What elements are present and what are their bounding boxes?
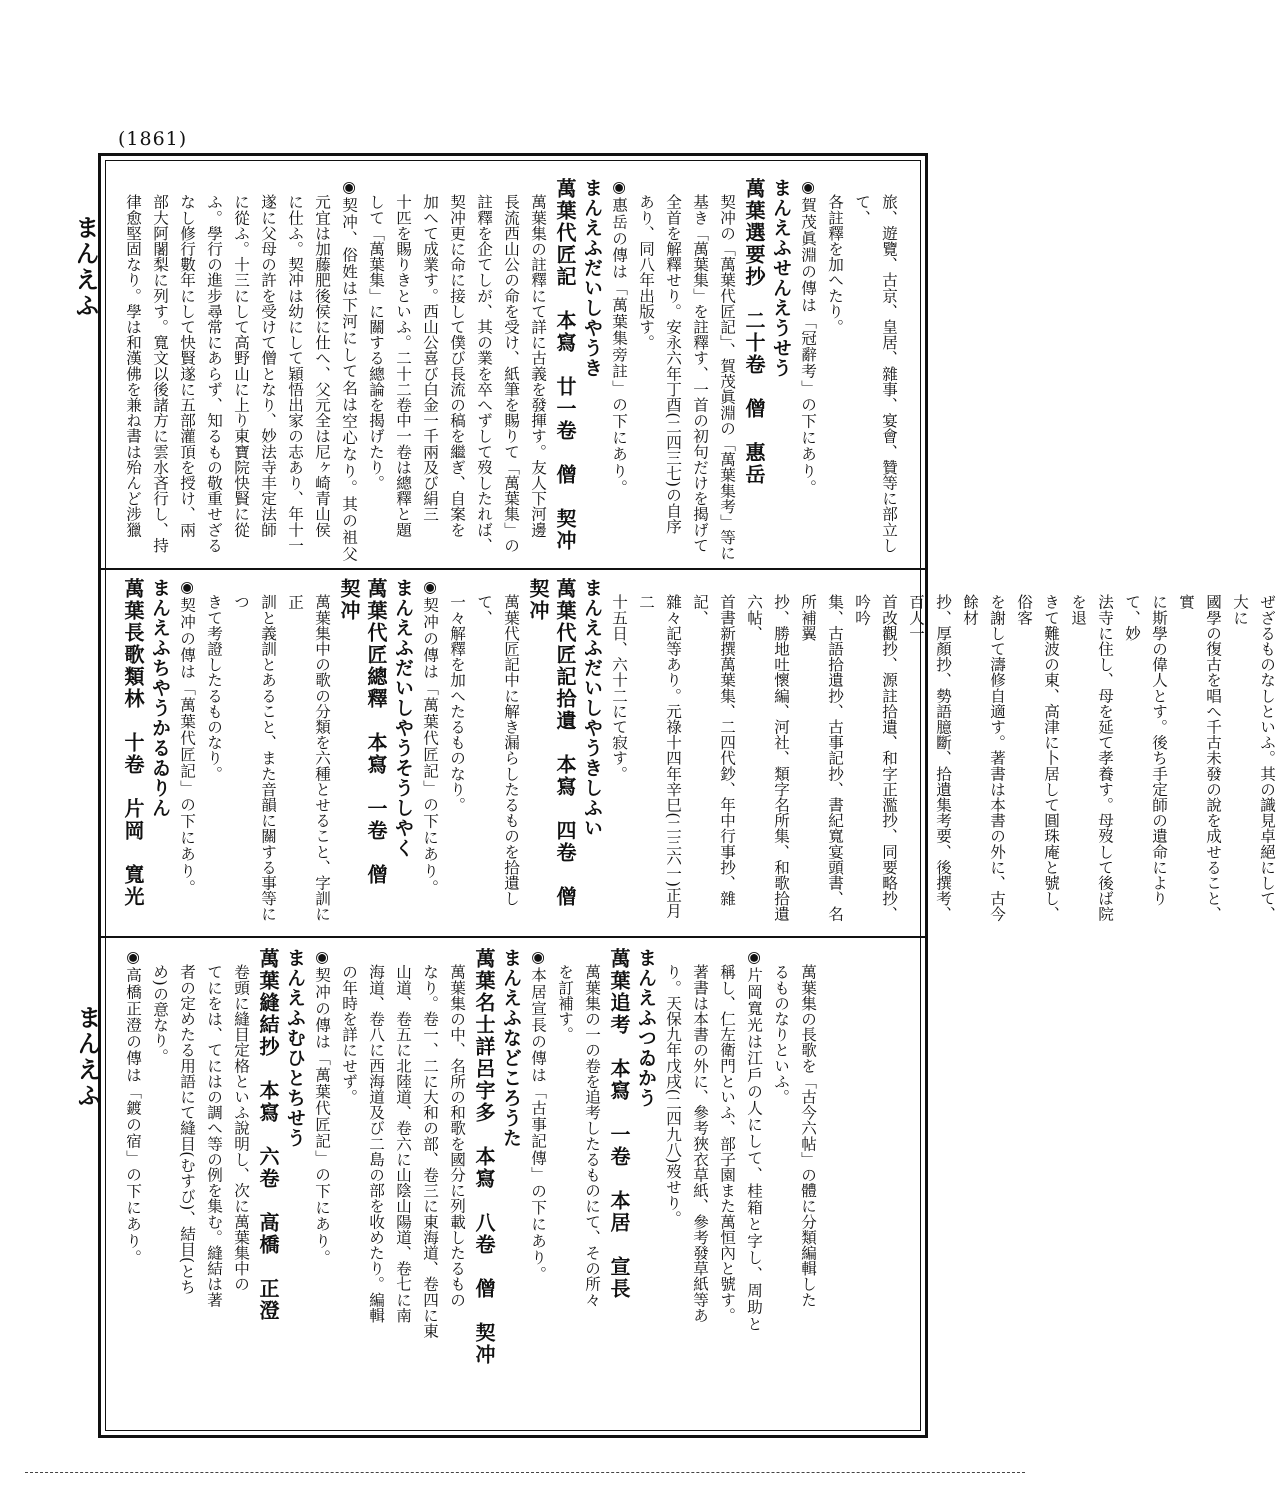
text-line: 者の定めたる用語にて縫目(むすび)、結目(とち (178, 963, 196, 1294)
entry-title: 萬葉代匠記 本寫 廿一卷 僧 契冲 (553, 178, 577, 552)
text-line: 稱し、仁左衛門といふ、部子園また萬恒內と號す。 (718, 963, 736, 1323)
side-label-top: まんえふ (71, 215, 100, 319)
text-line: 集、古語拾遺抄、古事記抄、書紀寬宴頭書、名所補翼 (799, 593, 844, 922)
middle-text-columns (119, 578, 1280, 928)
text-line: を謝して濤修自適す。著書は本書の外に、古今餘材 (961, 593, 1006, 922)
lower-section (119, 948, 909, 1418)
biography-note: ◉契冲の傳は「萬葉代匠記」の下にあり。 (178, 578, 196, 896)
section-divider-1 (101, 568, 925, 570)
text-line: 雜々記等あり。元祿十四年辛巳(二三六一)正月二 (637, 593, 682, 918)
biography-note: ◉片岡寬光は江戶の人にして、桂箱と字し、周助と (745, 948, 763, 1333)
text-line: して「萬葉集」に關する總論を揭げたり。 (367, 193, 385, 490)
text-line: ぜざるものなしといふ。其の識見卓絕にして、大に (1231, 593, 1276, 922)
text-line: り。天保九年戊戌(二四九八)歿せり。 (664, 963, 682, 1226)
text-line: に仕ふ。契冲は幼にして穎悟出家の志あり、年十一 (286, 193, 304, 553)
text-line: 律愈堅固なり。學は和漢佛を兼ね書は殆んど涉獵 (124, 193, 142, 537)
entry-reading: まんえふちやうかるゐりん (149, 578, 171, 818)
section-divider-2 (101, 936, 925, 938)
text-line: 元宜は加藤肥後侯に仕へ、父元全は尼ヶ崎青山侯 (313, 193, 331, 537)
biography-note: ◉惠岳の傳は「萬葉集旁註」の下にあり。 (610, 178, 628, 496)
entry-title: 萬葉追考 本寫 一卷 本居 宣長 (607, 948, 631, 1300)
text-line: 十匹を賜りきといふ。二十二卷中一卷は總釋と題 (394, 193, 412, 537)
text-line: 十五日、六十二にて寂す。 (610, 593, 628, 781)
entry-reading: まんえふだいしやうきしふい (581, 578, 603, 838)
text-line: 著書は本書の外に、參考狹衣草紙、參考發草紙等あ (691, 963, 709, 1323)
text-line: 部大阿闍梨に列す。寬文以後諸方に雲水吝行し、持 (151, 193, 169, 553)
text-line: なり。卷一、二に大和の部、卷三に東海道、卷四に東 (421, 963, 439, 1338)
text-line: なし修行數年にして快賢遂に五部灌頂を授け、兩 (178, 193, 196, 537)
text-line: を訂補す。 (556, 963, 574, 1042)
middle-section (119, 578, 1276, 930)
entry-title: 萬葉代匠總釋 本寫 一卷 僧 契冲 (337, 578, 388, 908)
entry-reading: まんえふなどころうた (500, 948, 522, 1148)
text-line: 抄、厚顏抄、勢語臆斷、拾遺集考要、後撰考、百人一 (907, 593, 952, 922)
entry-title: 萬葉代匠記拾遺 本寫 四卷 僧 契冲 (526, 578, 577, 930)
entry-reading: まんえふむひとちせう (284, 948, 306, 1148)
text-line: 抄、勝地吐懷編、河社、類字名所集、和歌拾遺六帖、 (745, 593, 790, 922)
text-line: の年時を詳にせず。 (340, 963, 358, 1104)
entry-title: 萬葉名士詳呂宇多 本寫 八卷 僧 契冲 (472, 948, 496, 1366)
biography-note: ◉賀茂眞淵の傳は「冠辭考」の下にあり。 (799, 178, 817, 496)
text-line: 基き「萬葉集」を註釋す、一首の初句だけを揭げて (691, 193, 709, 553)
text-line: 萬葉集の中、名所の和歌を國分に列載したるもの (448, 963, 466, 1307)
text-line: 首書新撰萬葉集、二四代鈔、年中行事抄、雜記、 (691, 593, 736, 906)
page-frame (98, 153, 1276, 1438)
text-line: 各註釋を加へたり。 (826, 193, 844, 334)
entry-reading: まんえふせんえうせう (770, 178, 792, 378)
page-number: (1861) (118, 128, 188, 150)
lower-text-columns (119, 948, 821, 1418)
text-line: 萬葉集中の歌の分類を六種とせること、字訓に正 (286, 593, 331, 922)
entry-title: 萬葉長歌類林 十卷 片岡 寬光 (121, 578, 145, 908)
text-line: きて考證したるものなり。 (205, 593, 223, 781)
text-line: 全首を解釋せり。安永六年丁酉(二四三七)の自序 (664, 193, 682, 534)
text-line: 加へて成業す。西山公喜び白金一千兩及び絹三 (421, 193, 439, 522)
text-line: るものなりといふ。 (772, 963, 790, 1104)
text-line: 契冲更に命に接して僕び長流の稿を繼ぎ、自案を (448, 193, 466, 537)
text-line: 山道、卷五に北陸道、卷六に山陰山陽道、卷七に南 (394, 963, 412, 1323)
text-line: あり、同八年出版す。 (637, 193, 655, 350)
biography-note: ◉契冲の傳は「萬葉代匠記」の下にあり。 (313, 948, 331, 1266)
text-line: 首改觀抄、源註拾遺、和字正濫抄、同要略抄、吟吟 (853, 593, 898, 922)
text-line: 萬葉集の一の卷を追考したるものにて、その所々 (583, 963, 601, 1307)
text-line: 一々解釋を加へたるものなり。 (448, 593, 466, 812)
text-line: 萬葉代匠記中に解き漏らしたるものを拾遺して、 (475, 593, 520, 906)
text-line: 萬葉集の註釋にて詳に古義を發揮す。友人下河邊 (529, 193, 547, 537)
text-line: に從ふ。十三にして高野山に上り東寶院快賢に從 (232, 193, 250, 537)
side-label-bottom: まんえふ (73, 1005, 102, 1109)
biography-note: ◉本居宣長の傳は「古事記傳」の下にあり。 (529, 948, 547, 1283)
text-line: 契冲の「萬葉代匠記」、賀茂眞淵の「萬葉集考」等に (718, 193, 736, 561)
text-line: きて難波の東、高津に卜居して圓珠庵と號し、俗客 (1015, 593, 1060, 922)
text-line: 訓と義訓とあること、また音韻に關する事等につ (232, 593, 277, 922)
text-line: 法寺に住し、母を延て孝養す。母歿して後ば院を退 (1069, 593, 1114, 922)
entry-title: 萬葉選要抄 二十卷 僧 惠岳 (742, 178, 766, 486)
entry-reading: まんえふだいしやうそうしやく (392, 578, 414, 858)
biography-note: ◉契冲の傳は「萬葉代匠記」の下にあり。 (421, 578, 439, 896)
text-line: 卷頭に縫目定格といふ說明し、次に萬葉集中の (232, 963, 250, 1292)
text-line: 長流西山公の命を受け、紙筆を賜りて「萬葉集」の (502, 193, 520, 553)
upper-text-columns (119, 178, 902, 563)
biography-note: ◉高橋正澄の傳は「鍍の宿」の下にあり。 (124, 948, 142, 1266)
entry-title: 萬葉縫結抄 本寫 六卷 高橋 正澄 (256, 948, 280, 1322)
text-line: ふ。學行の進步尋常にあらず、知るもの敬重せざる (205, 193, 223, 553)
upper-section (119, 178, 909, 563)
text-line: 註釋を企てしが、其の業を卒へずして歿したれば、 (475, 193, 493, 553)
text-line: てにをは、てにはの調へ等の例を集む。縫結は著 (205, 963, 223, 1307)
text-line: 遂に父母の許を受けて僧となり、妙法寺丰定法師 (259, 193, 277, 537)
entry-reading: まんえふつゐかう (635, 948, 657, 1108)
entry-reading: まんえふだいしやうき (581, 178, 603, 378)
text-line: に斯學の偉人とす。後ち手定師の遺命によりて、妙 (1123, 593, 1168, 906)
text-line: 萬葉集の長歌を「古今六帖」の體に分類編輯した (799, 963, 817, 1307)
text-line: 國學の復古を唱へ千古未發の說を成せること、實 (1177, 593, 1222, 922)
text-line: 海道、卷八に西海道及び二島の部を收めたり。編輯 (367, 963, 385, 1323)
text-line: 旅、遊覽、古京、皇居、雜事、宴會、贊等に部立して、 (853, 193, 898, 553)
biography-note: ◉契冲、俗姓は下河にして名は空心なり。其の祖父 (340, 178, 358, 563)
text-line: め)の意なり。 (151, 963, 169, 1064)
bottom-rule (25, 1472, 1025, 1473)
